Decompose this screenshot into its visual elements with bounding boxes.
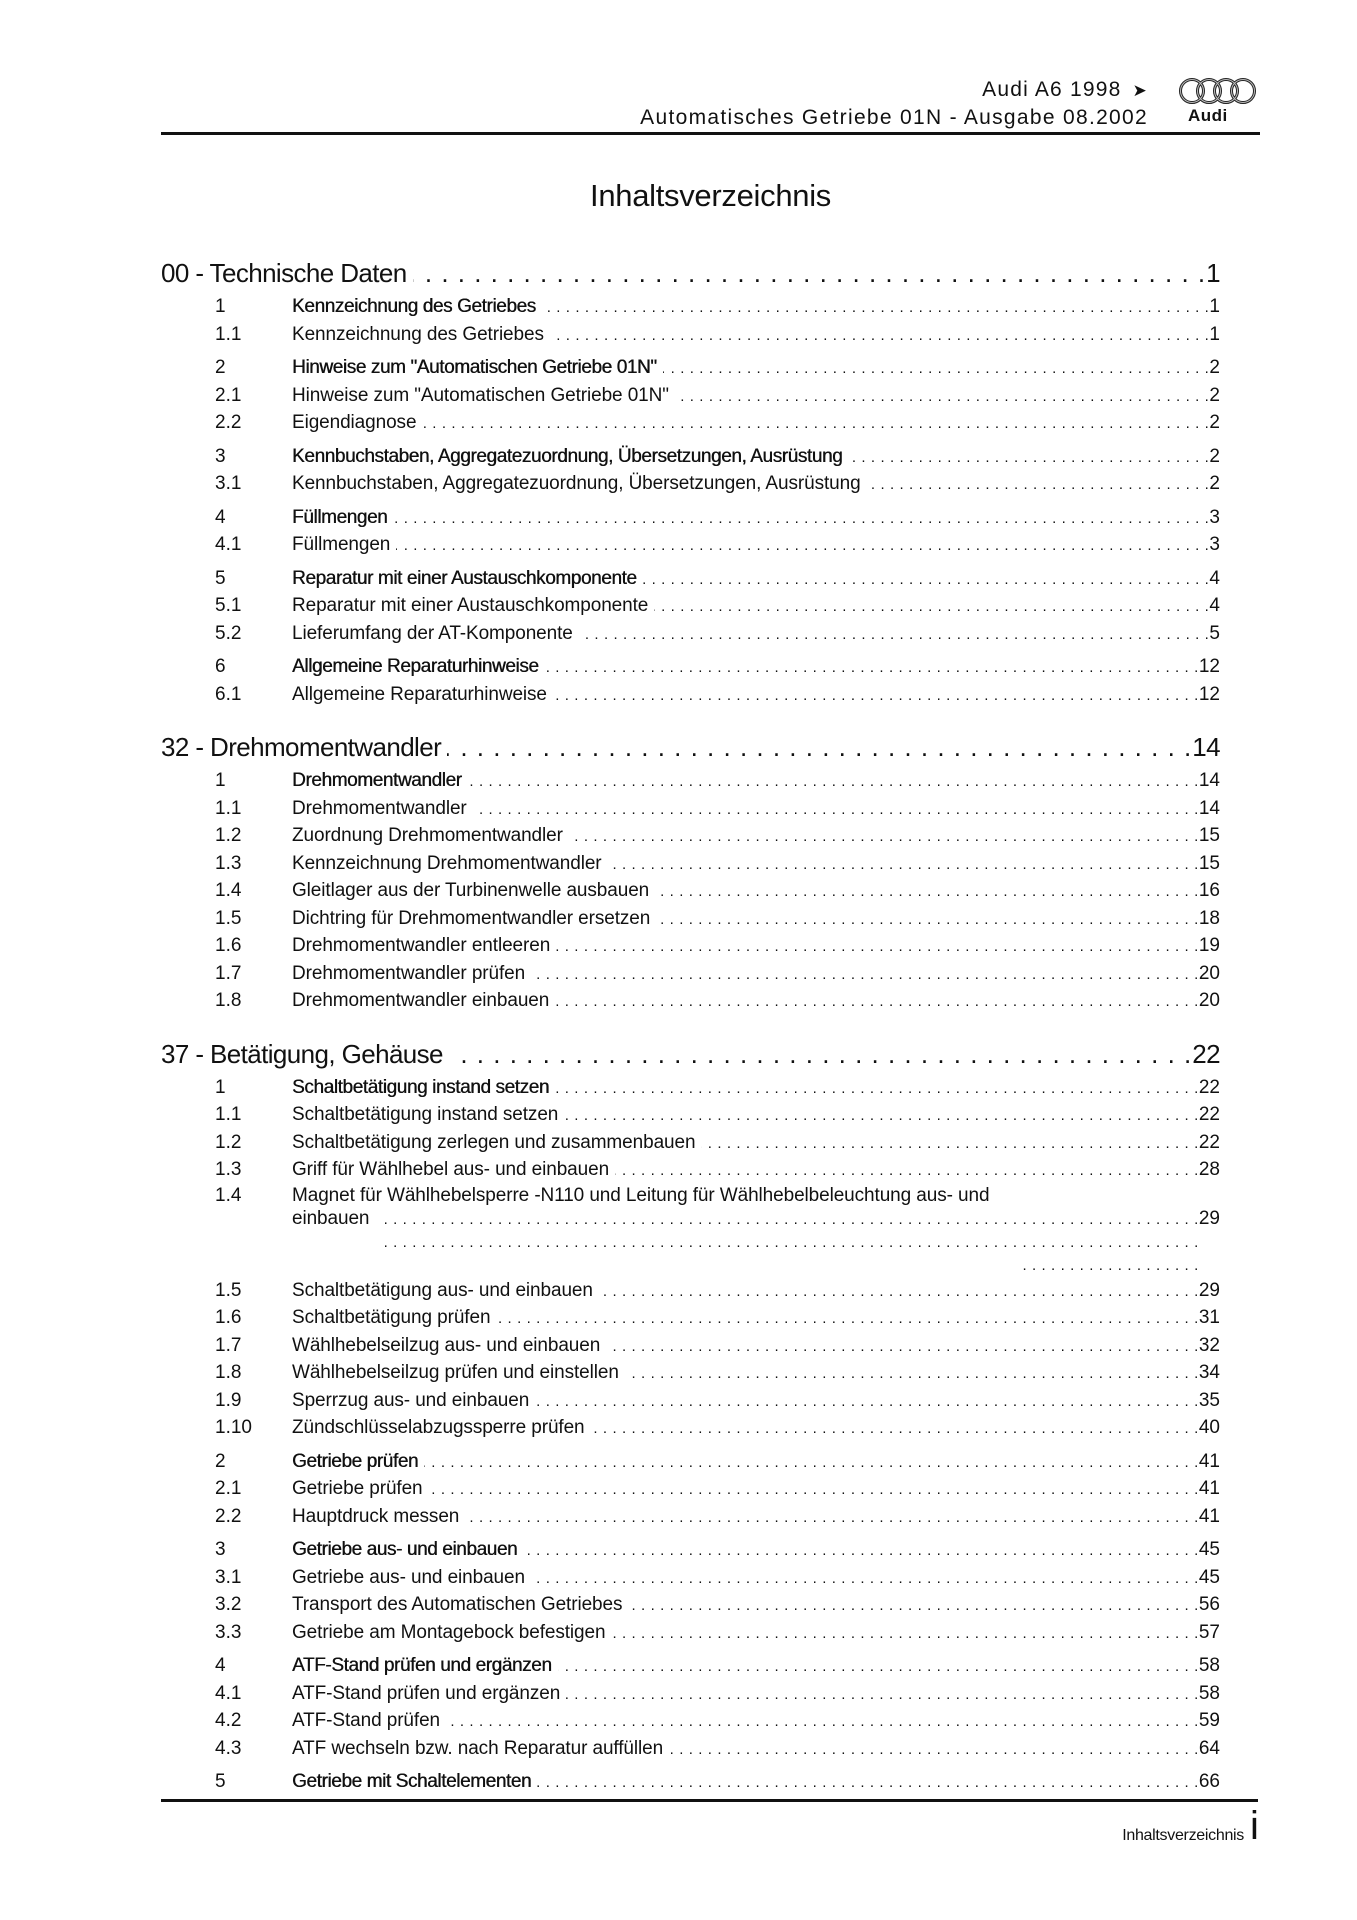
toc-entry-link[interactable] [215, 1184, 1220, 1277]
entry-page-number: 20 [1198, 962, 1220, 984]
entry-number: 4.3 [215, 1737, 242, 1759]
toc-entry-link[interactable] [215, 960, 1220, 988]
toc-chapter-link[interactable] [161, 727, 1220, 767]
entry-title: Lieferumfang der AT-Komponente [292, 622, 573, 644]
dot-leader [654, 593, 1209, 621]
toc-entry-link[interactable] [215, 905, 1220, 933]
toc-entry-link[interactable] [215, 1652, 1220, 1680]
entry-page-number: 1 [1209, 296, 1220, 317]
entry-number: 1.8 [215, 1362, 242, 1383]
dot-leader [675, 383, 1210, 411]
footer-rule [161, 1799, 1258, 1802]
entry-title: Eigendiagnose [292, 412, 417, 433]
entry-number: 1.6 [215, 1307, 242, 1328]
entry-title: Transport des Automatischen Getriebes [292, 1594, 623, 1615]
entry-number: 3.2 [215, 1594, 242, 1615]
dot-leader [424, 1449, 1199, 1477]
toc-entry-link[interactable] [215, 1101, 1220, 1129]
page-title: Inhaltsverzeichnis [590, 178, 831, 213]
dot-leader [848, 444, 1209, 472]
entry-number: 2.1 [215, 384, 242, 406]
toc-entry-link[interactable] [215, 795, 1220, 823]
entry-title: Zuordnung Drehmomentwandler [292, 825, 563, 846]
entry-page-number: 20 [1198, 990, 1220, 1011]
toc-entry-link[interactable] [215, 1332, 1220, 1360]
entry-title: ATF-Stand prüfen [292, 1710, 441, 1731]
dot-leader [669, 1736, 1199, 1764]
toc-entry-link[interactable] [215, 321, 1220, 349]
entry-title: Kennzeichnung Drehmomentwandler [292, 852, 602, 874]
page-header [161, 70, 1260, 134]
entry-number: 3.1 [215, 473, 242, 494]
toc-entry-link[interactable] [215, 409, 1220, 437]
entry-number: 3.1 [215, 1566, 242, 1588]
entry-number: 1.5 [215, 907, 242, 929]
chapter-page-number: 14 [1192, 732, 1220, 762]
entry-title: Hauptdruck messen [292, 1505, 460, 1527]
toc-entry-link[interactable] [215, 1768, 1220, 1796]
entry-number: 4.2 [215, 1710, 242, 1731]
entry-title: Reparatur mit einer Austauschkomponente [292, 567, 637, 589]
toc-entry-link[interactable] [215, 1475, 1220, 1503]
entry-title: Hinweise zum "Automatischen Getriebe 01N" [292, 357, 657, 378]
entry-page-number: 4 [1209, 567, 1220, 589]
chapter-title: 00 - Technische Daten [161, 258, 407, 288]
toc-entry-link[interactable] [215, 1359, 1220, 1387]
entry-page-number: 58 [1198, 1655, 1220, 1676]
entry-title-cont: einbauen [292, 1207, 370, 1229]
chapter-page-number: 1 [1206, 258, 1220, 288]
entry-page-number: 22 [1198, 1076, 1220, 1098]
entry-title: Füllmengen [292, 534, 391, 555]
entry-title: Schaltbetätigung instand setzen [292, 1076, 549, 1098]
entry-title: Drehmomentwandler [292, 770, 462, 791]
entry-page-number: 40 [1198, 1417, 1220, 1438]
entry-title: Gleitlager aus der Turbinenwelle ausbauen [292, 880, 650, 901]
dot-leader [429, 1476, 1199, 1504]
entry-number: 1.4 [215, 1184, 242, 1206]
entry-page-number: 2 [1209, 357, 1220, 378]
entry-title: Dichtring für Drehmomentwandler ersetzen [292, 907, 651, 929]
entry-title: Allgemeine Reparaturhinweise [292, 683, 547, 705]
entry-title: Griff für Wählhebel aus- und einbauen [292, 1159, 610, 1180]
entry-title: ATF-Stand prüfen und ergänzen [292, 1682, 561, 1704]
toc-chapter-link[interactable] [161, 253, 1220, 293]
toc-entry-link[interactable] [215, 822, 1220, 850]
entry-page-number: 18 [1198, 907, 1220, 929]
entry-title: Zündschlüsselabzugssperre prüfen [292, 1417, 585, 1438]
entry-number: 1.1 [215, 797, 242, 819]
entry-number: 2 [215, 357, 226, 378]
dot-leader [496, 1305, 1198, 1333]
entry-page-number: 5 [1209, 622, 1220, 644]
dot-leader [550, 322, 1210, 350]
entry-number: 6 [215, 656, 226, 677]
entry-title: Drehmomentwandler [292, 797, 467, 819]
entry-page-number: 29 [1198, 1207, 1220, 1229]
toc-entry-link[interactable] [215, 1129, 1220, 1157]
entry-number: 1.10 [215, 1417, 252, 1438]
entry-page-number: 57 [1198, 1621, 1220, 1643]
entry-title: Reparatur mit einer Austauschkomponente [292, 595, 649, 616]
toc-entry-link[interactable] [215, 1277, 1220, 1305]
entry-title: Getriebe mit Schaltelementen [292, 1771, 532, 1792]
toc-entry-link[interactable] [215, 1619, 1220, 1647]
entry-number: 1.5 [215, 1279, 242, 1301]
entry-title: Schaltbetätigung zerlegen und zusammenbauen [292, 1131, 696, 1153]
entry-title: Drehmomentwandler einbauen [292, 990, 550, 1011]
dot-leader [564, 1102, 1199, 1130]
entry-number: 1.1 [215, 1104, 242, 1125]
model-line [982, 78, 1148, 102]
entry-number: 3.3 [215, 1621, 242, 1643]
dot-leader [553, 682, 1199, 710]
toc-entry-link[interactable] [215, 1707, 1220, 1735]
entry-title: Getriebe am Montagebock befestigen [292, 1621, 606, 1643]
entry-page-number: 19 [1198, 935, 1220, 956]
entry-title-block [292, 1184, 1220, 1277]
table-of-contents [161, 253, 1220, 1796]
entry-number: 2.2 [215, 412, 242, 433]
entry-page-number: 4 [1209, 595, 1220, 616]
entry-title-continuation [292, 1207, 1220, 1277]
entry-number: 1 [215, 770, 226, 791]
entry-number: 1.9 [215, 1389, 242, 1411]
dot-leader [531, 1565, 1199, 1593]
dot-leader [473, 796, 1199, 824]
entry-title: Allgemeine Reparaturhinweise [292, 656, 539, 677]
entry-page-number: 22 [1198, 1131, 1220, 1153]
dot-leader [606, 1333, 1199, 1361]
toc-entry-link[interactable] [215, 531, 1220, 559]
entry-page-number: 64 [1198, 1737, 1220, 1759]
dot-leader [556, 933, 1199, 961]
dot-leader [537, 1769, 1199, 1797]
entry-number: 2.1 [215, 1478, 242, 1499]
entry-page-number: 32 [1198, 1334, 1220, 1356]
entry-number: 2 [215, 1450, 226, 1472]
entry-page-number: 2 [1209, 473, 1220, 494]
dot-leader [701, 1130, 1198, 1158]
toc-entry-link[interactable] [215, 1074, 1220, 1102]
entry-title: Schaltbetätigung instand setzen [292, 1104, 559, 1125]
entry-page-number: 1 [1209, 323, 1220, 345]
entry-page-number: 31 [1198, 1307, 1220, 1328]
toc-entry-link[interactable] [215, 504, 1220, 532]
dot-leader [396, 532, 1209, 560]
entry-page-number: 56 [1198, 1594, 1220, 1615]
entry-page-number: 15 [1198, 825, 1220, 846]
audi-logo [1178, 76, 1258, 128]
dot-leader [628, 1592, 1198, 1620]
footer-page-number: i [1250, 1804, 1259, 1848]
toc-entry-link[interactable] [215, 1680, 1220, 1708]
toc-entry-link[interactable] [215, 987, 1220, 1015]
entry-title: Füllmengen [292, 506, 388, 528]
dot-leader [413, 253, 1206, 293]
entry-page-number: 66 [1198, 1771, 1220, 1792]
entry-title: Hinweise zum "Automatischen Getriebe 01N" [292, 384, 669, 406]
entry-page-number: 45 [1198, 1539, 1220, 1560]
entry-number: 4.1 [215, 1682, 242, 1704]
entry-title: Sperrzug aus- und einbauen [292, 1389, 530, 1411]
audi-wordmark: Audi [1188, 106, 1228, 125]
dot-leader [599, 1278, 1199, 1306]
toc-entry-link[interactable] [215, 1414, 1220, 1442]
toc-entry-link[interactable] [215, 1536, 1220, 1564]
dot-leader [656, 906, 1199, 934]
dot-leader [535, 1388, 1199, 1416]
dot-leader [465, 1504, 1199, 1532]
entry-page-number: 34 [1198, 1362, 1220, 1383]
dot-leader [545, 654, 1199, 682]
toc-entry-link[interactable] [215, 767, 1220, 795]
entry-title: Magnet für Wählhebelsperre -N110 und Leitung für Wählhebelbeleuchtung aus- und [292, 1184, 990, 1206]
entry-title: ATF-Stand prüfen und ergänzen [292, 1655, 552, 1676]
toc-entry-link[interactable] [215, 470, 1220, 498]
dot-leader [558, 1653, 1199, 1681]
entry-title: Schaltbetätigung prüfen [292, 1307, 491, 1328]
entry-title: Kennzeichnung des Getriebes [292, 296, 536, 317]
audi-rings-icon [1178, 76, 1258, 106]
entry-page-number: 59 [1198, 1710, 1220, 1731]
entry-title: Getriebe prüfen [292, 1450, 419, 1472]
toc-entry-link[interactable] [215, 293, 1220, 321]
entry-number: 5 [215, 1771, 226, 1792]
entry-title: Kennbuchstaben, Aggregatezuordnung, Übersetzungen, Ausrüstung [292, 445, 843, 467]
entry-page-number: 41 [1198, 1478, 1220, 1499]
chapter-page-number: 22 [1192, 1038, 1220, 1069]
entry-page-number: 15 [1198, 852, 1220, 874]
footer-section-label: Inhaltsverzeichnis [1122, 1827, 1244, 1844]
entry-number: 1 [215, 1076, 226, 1098]
entry-number: 1.4 [215, 880, 242, 901]
dot-leader [867, 471, 1210, 499]
entry-page-number: 12 [1198, 683, 1220, 705]
entry-page-number: 12 [1198, 656, 1220, 677]
entry-title: Getriebe aus- und einbauen [292, 1539, 518, 1560]
dot-leader [579, 621, 1210, 649]
toc-entry-link[interactable] [215, 620, 1220, 648]
toc-entry-link[interactable] [215, 850, 1220, 878]
entry-number: 4 [215, 1655, 226, 1676]
dot-leader [447, 727, 1192, 767]
dot-leader [608, 851, 1199, 879]
entry-number: 1 [215, 296, 226, 317]
entry-number: 6.1 [215, 683, 242, 705]
dot-leader [591, 1415, 1199, 1443]
dot-leader [449, 1034, 1192, 1074]
dot-leader [663, 355, 1210, 383]
entry-title: Kennbuchstaben, Aggregatezuordnung, Übersetzungen, Ausrüstung [292, 473, 861, 494]
entry-page-number: 28 [1198, 1159, 1220, 1180]
entry-page-number: 45 [1198, 1566, 1220, 1588]
entry-number: 5 [215, 567, 226, 589]
entry-number: 3 [215, 445, 226, 467]
toc-entry-link[interactable] [215, 1591, 1220, 1619]
toc-entry-link[interactable] [215, 592, 1220, 620]
dot-leader [523, 1537, 1199, 1565]
entry-number: 1.3 [215, 1159, 242, 1180]
toc-entry-link[interactable] [215, 443, 1220, 471]
toc-entry-link[interactable] [215, 1448, 1220, 1476]
dot-leader [375, 1208, 1198, 1277]
toc-entry-link[interactable] [215, 1564, 1220, 1592]
entry-page-number: 16 [1198, 880, 1220, 901]
entry-number: 4 [215, 506, 226, 528]
entry-title: Schaltbetätigung aus- und einbauen [292, 1279, 593, 1301]
dot-leader [643, 566, 1210, 594]
entry-page-number: 3 [1209, 506, 1220, 528]
entry-page-number: 2 [1209, 445, 1220, 467]
entry-page-number: 58 [1198, 1682, 1220, 1704]
entry-title: Drehmomentwandler entleeren [292, 935, 551, 956]
dot-leader [625, 1360, 1199, 1388]
entry-page-number: 2 [1209, 384, 1220, 406]
entry-title: ATF wechseln bzw. nach Reparatur auffüllen [292, 1737, 664, 1759]
entry-title: Drehmomentwandler prüfen [292, 962, 526, 984]
toc-entry-link[interactable] [215, 877, 1220, 905]
model-text: Audi A6 1998 [982, 78, 1122, 101]
dot-leader [615, 1157, 1199, 1185]
dot-leader [611, 1620, 1198, 1648]
toc-entry-link[interactable] [215, 565, 1220, 593]
dot-leader [655, 878, 1199, 906]
entry-number: 1.7 [215, 1334, 242, 1356]
entry-title: Getriebe prüfen [292, 1478, 423, 1499]
chapter-title: 37 - Betätigung, Gehäuse [161, 1038, 443, 1069]
dot-leader [566, 1681, 1199, 1709]
toc-chapter-link[interactable] [161, 1034, 1220, 1074]
toc-entry-link[interactable] [215, 1503, 1220, 1531]
toc-entry-link[interactable] [215, 1304, 1220, 1332]
dot-leader [569, 823, 1199, 851]
entry-number: 5.2 [215, 622, 242, 644]
dot-leader [555, 1075, 1199, 1103]
dot-leader [422, 410, 1209, 438]
entry-title: Kennzeichnung des Getriebes [292, 323, 544, 345]
entry-number: 1.7 [215, 962, 242, 984]
entry-number: 1.3 [215, 852, 242, 874]
entry-number: 3 [215, 1539, 226, 1560]
toc-entry-link[interactable] [215, 1156, 1220, 1184]
entry-page-number: 41 [1198, 1450, 1220, 1472]
entry-number: 1.1 [215, 323, 242, 345]
entry-page-number: 41 [1198, 1505, 1220, 1527]
dot-leader [446, 1708, 1199, 1736]
chapter-title: 32 - Drehmomentwandler [161, 732, 442, 762]
entry-number: 1.2 [215, 825, 242, 846]
entry-page-number: 22 [1198, 1104, 1220, 1125]
manual-subtitle: Automatisches Getriebe 01N - Ausgabe 08.2002 [640, 106, 1148, 129]
entry-title: Wählhebelseilzug prüfen und einstellen [292, 1362, 619, 1383]
dot-leader [468, 768, 1199, 796]
arrow-right-icon: ➤ [1132, 81, 1148, 100]
entry-number: 4.1 [215, 534, 242, 555]
toc-entry-link[interactable] [215, 1735, 1220, 1763]
toc-entry-link[interactable] [215, 354, 1220, 382]
entry-page-number: 14 [1198, 797, 1220, 819]
entry-number: 1.8 [215, 990, 242, 1011]
toc-entry-link[interactable] [215, 382, 1220, 410]
toc-entry-link[interactable] [215, 653, 1220, 681]
toc-entry-link[interactable] [215, 932, 1220, 960]
toc-entry-link[interactable] [215, 681, 1220, 709]
entry-page-number: 35 [1198, 1389, 1220, 1411]
toc-entry-link[interactable] [215, 1387, 1220, 1415]
entry-page-number: 14 [1198, 770, 1220, 791]
entry-page-number: 3 [1209, 534, 1220, 555]
entry-title: Wählhebelseilzug aus- und einbauen [292, 1334, 601, 1356]
entry-page-number: 2 [1209, 412, 1220, 433]
entry-number: 1.6 [215, 935, 242, 956]
dot-leader [555, 988, 1199, 1016]
dot-leader [393, 505, 1209, 533]
dot-leader [542, 294, 1210, 322]
header-rule [161, 132, 1260, 135]
entry-number: 5.1 [215, 595, 242, 616]
dot-leader [531, 961, 1199, 989]
entry-number: 1.2 [215, 1131, 242, 1153]
entry-number: 2.2 [215, 1505, 242, 1527]
entry-page-number: 29 [1198, 1279, 1220, 1301]
entry-title: Getriebe aus- und einbauen [292, 1566, 525, 1588]
